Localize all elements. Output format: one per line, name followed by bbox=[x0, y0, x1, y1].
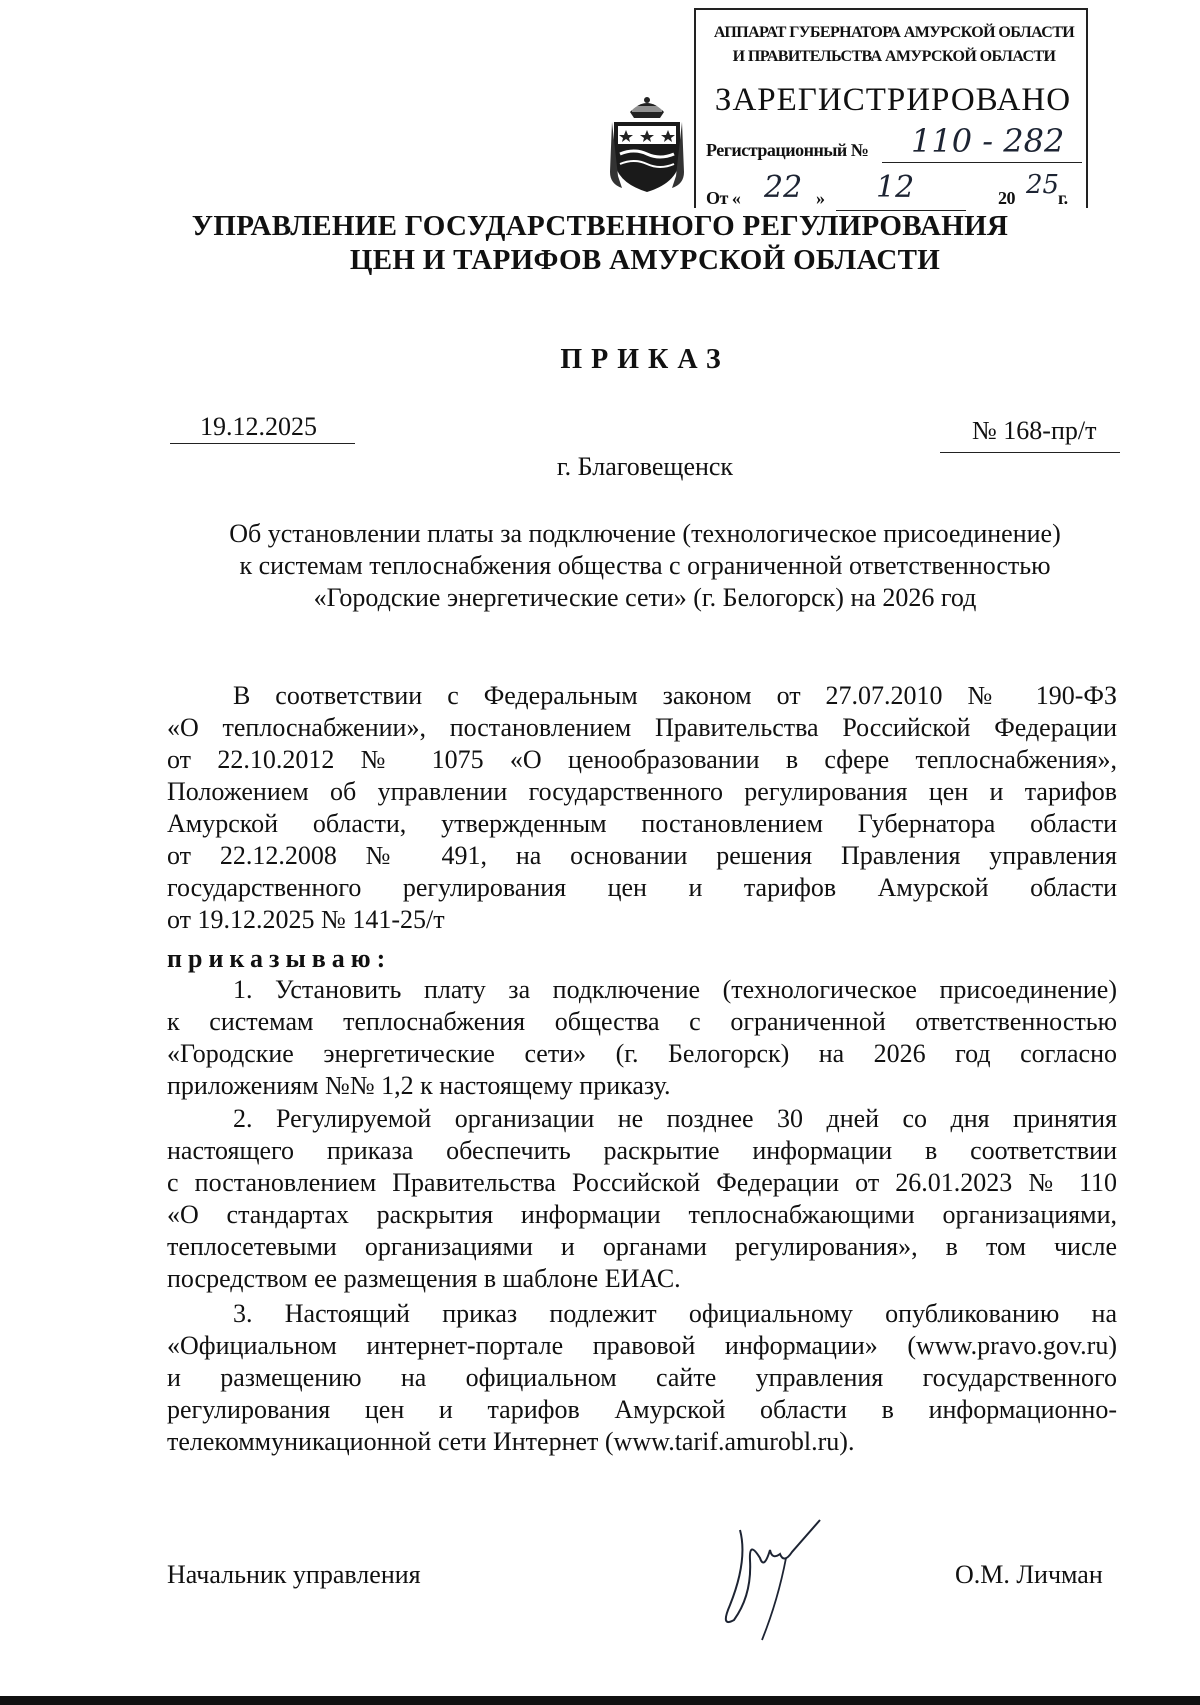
signatory-position: Начальник управления bbox=[167, 1560, 421, 1589]
stamp-day-value: 22 bbox=[764, 170, 803, 205]
handwritten-signature-icon bbox=[700, 1500, 850, 1650]
stamp-year-value: 25 bbox=[1026, 170, 1060, 200]
item-line: регулирования цен и тарифов Амурской области в информационно- bbox=[167, 1395, 1117, 1424]
item-line: 1. Установить плату за подключение (технологическое присоединение) bbox=[233, 975, 1117, 1004]
preamble-line: Положением об управлении государственного регулирования цен и тарифов bbox=[167, 777, 1117, 806]
stamp-reg-number-label: Регистрационный № bbox=[706, 140, 869, 160]
document-type-title: ПРИКАЗ bbox=[560, 344, 730, 375]
stamp-reg-number-line bbox=[882, 162, 1082, 163]
item-line: к системам теплоснабжения общества с ограниченной ответственностью bbox=[167, 1007, 1117, 1036]
registration-stamp bbox=[694, 8, 1088, 208]
item-line: с постановлением Правительства Российской Федерации от 26.01.2023 № 110 bbox=[167, 1168, 1117, 1197]
preamble-line: от 22.12.2008 № 491, на основании решения Правления управления bbox=[167, 841, 1117, 870]
stamp-day-close: » bbox=[816, 188, 825, 208]
scan-bottom-border bbox=[0, 1696, 1200, 1705]
order-date-underline bbox=[170, 443, 355, 444]
preamble bbox=[167, 680, 1117, 936]
stamp-year-suffix: г. bbox=[1058, 188, 1068, 208]
stamp-from-label: От « bbox=[706, 188, 741, 208]
item-line: теплосетевыми организациями и органами регулирования», в том числе bbox=[167, 1232, 1117, 1261]
signatory-name: О.М. Личман bbox=[955, 1560, 1103, 1589]
stamp-month-value: 12 bbox=[876, 170, 915, 205]
item-line: «Официальном интернет-портале правовой информации» (www.pravo.gov.ru) bbox=[167, 1331, 1117, 1360]
preamble-line: от 19.12.2025 № 141-25/т bbox=[167, 905, 445, 934]
order-date: 19.12.2025 bbox=[200, 412, 317, 441]
directive-word: приказываю: bbox=[167, 944, 392, 973]
preamble-line: «О теплоснабжении», постановлением Правительства Российской Федерации bbox=[167, 713, 1117, 742]
order-number: № 168-пр/т bbox=[972, 416, 1097, 445]
item-line: телекоммуникационной сети Интернет (www.tarif.amurobl.ru). bbox=[167, 1427, 855, 1456]
order-item-3 bbox=[167, 1298, 1117, 1458]
preamble-line: государственного регулирования цен и тарифов Амурской области bbox=[167, 873, 1117, 902]
item-line: 2. Регулируемой организации не позднее 30 дней со дня принятия bbox=[233, 1104, 1117, 1133]
subject-line: «Городские энергетические сети» (г. Белогорск) на 2026 год bbox=[313, 583, 977, 612]
stamp-org-line1: АППАРАТ ГУБЕРНАТОРА АМУРСКОЙ ОБЛАСТИ bbox=[713, 24, 1075, 41]
item-line: «Городские энергетические сети» (г. Белогорск) на 2026 год согласно bbox=[167, 1039, 1117, 1068]
stamp-year-prefix: 20 bbox=[998, 188, 1015, 208]
item-line: 3. Настоящий приказ подлежит официальному опубликованию на bbox=[233, 1299, 1117, 1328]
order-item-2 bbox=[167, 1103, 1117, 1295]
item-line: «О стандартах раскрытия информации теплоснабжающими организациями, bbox=[167, 1200, 1117, 1229]
item-line: настоящего приказа обеспечить раскрытие информации в соответствии bbox=[167, 1136, 1117, 1165]
preamble-line: Амурской области, утвержденным постановлением Губернатора области bbox=[167, 809, 1117, 838]
item-line: приложениям №№ 1,2 к настоящему приказу. bbox=[167, 1071, 671, 1100]
stamp-reg-number-value: 110 - 282 bbox=[911, 122, 1065, 160]
agency-name-line2: ЦЕН И ТАРИФОВ АМУРСКОЙ ОБЛАСТИ bbox=[349, 244, 941, 276]
subject-line: Об установлении платы за подключение (технологическое присоединение) bbox=[229, 519, 1061, 548]
city: г. Благовещенск bbox=[556, 452, 734, 481]
order-item-1 bbox=[167, 974, 1117, 1102]
stamp-org-line2: И ПРАВИТЕЛЬСТВА АМУРСКОЙ ОБЛАСТИ bbox=[732, 48, 1056, 65]
item-line: посредством ее размещения в шаблоне ЕИАС. bbox=[167, 1264, 681, 1293]
stamp-registered-label: ЗАРЕГИСТРИРОВАНО bbox=[714, 82, 1072, 118]
preamble-line: от 22.10.2012 № 1075 «О ценообразовании в сфере теплоснабжения», bbox=[167, 745, 1117, 774]
item-line: и размещению на официальном сайте управления государственного bbox=[167, 1363, 1117, 1392]
preamble-line: В соответствии с Федеральным законом от 27.07.2010 № 190-ФЗ bbox=[233, 681, 1117, 710]
order-subject bbox=[100, 518, 1190, 614]
amur-region-emblem-icon bbox=[608, 92, 686, 194]
subject-line: к системам теплоснабжения общества с ограниченной ответственностью bbox=[239, 551, 1051, 580]
agency-name-line1: УПРАВЛЕНИЕ ГОСУДАРСТВЕННОГО РЕГУЛИРОВАНИЯ bbox=[191, 210, 1009, 242]
